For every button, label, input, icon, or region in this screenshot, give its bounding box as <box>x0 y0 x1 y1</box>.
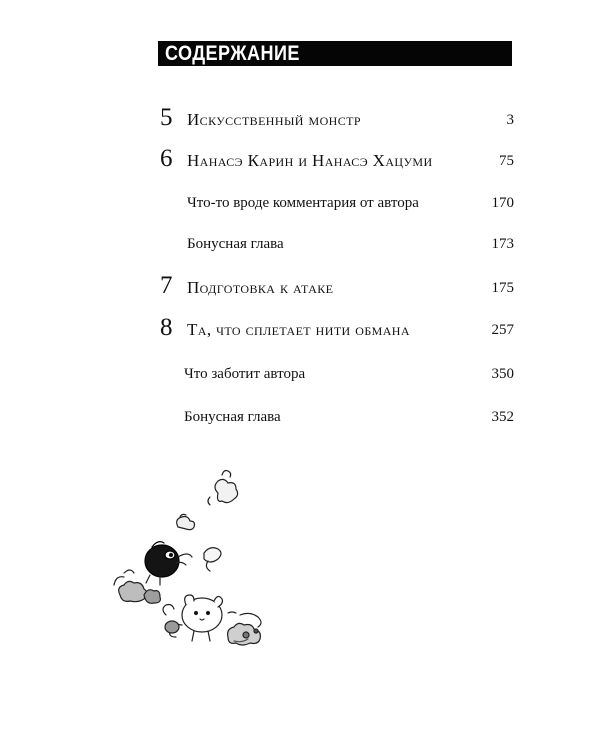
chapter-title: Нанасэ Карин и Нанасэ Хацуми <box>187 151 433 170</box>
toc-entry-author-comment[interactable] <box>160 186 514 216</box>
chapter-number: 5 <box>160 104 173 131</box>
toc-entry-bonus-chapter-2[interactable] <box>160 400 514 430</box>
section-title: Бонусная глава <box>187 236 284 252</box>
page-number: 3 <box>506 112 514 128</box>
section-title: Что заботит автора <box>184 366 306 382</box>
section-title: Бонусная глава <box>184 409 281 425</box>
chapter-number: 8 <box>160 314 173 341</box>
contents-header <box>158 41 512 66</box>
page-number: 75 <box>499 153 514 169</box>
page-number: 170 <box>491 195 514 211</box>
toc-entry-chapter-6[interactable] <box>160 144 514 174</box>
toc-entry-chapter-5[interactable] <box>160 103 514 133</box>
chibi-characters-running-icon <box>110 465 350 685</box>
toc-entry-chapter-7[interactable] <box>160 271 514 301</box>
toc-entry-bonus-chapter-1[interactable] <box>160 227 514 257</box>
chapter-number: 7 <box>160 272 173 299</box>
page-number: 352 <box>491 409 514 425</box>
page-number: 257 <box>491 322 514 338</box>
toc-entry-author-concerns[interactable] <box>160 357 514 387</box>
chapter-number: 6 <box>160 145 173 172</box>
chapter-title: Подготовка к атаке <box>187 278 334 297</box>
section-title: Что-то вроде комментария от автора <box>187 195 419 211</box>
chapter-title: Та, что сплетает нити обмана <box>187 320 410 339</box>
page-number: 175 <box>491 280 514 296</box>
page-number: 350 <box>491 366 514 382</box>
chapter-title: Искусственный монстр <box>187 110 361 129</box>
page-title: СОДЕРЖАНИЕ <box>165 42 300 65</box>
toc-entry-chapter-8[interactable] <box>160 313 514 343</box>
page-number: 173 <box>491 236 514 252</box>
